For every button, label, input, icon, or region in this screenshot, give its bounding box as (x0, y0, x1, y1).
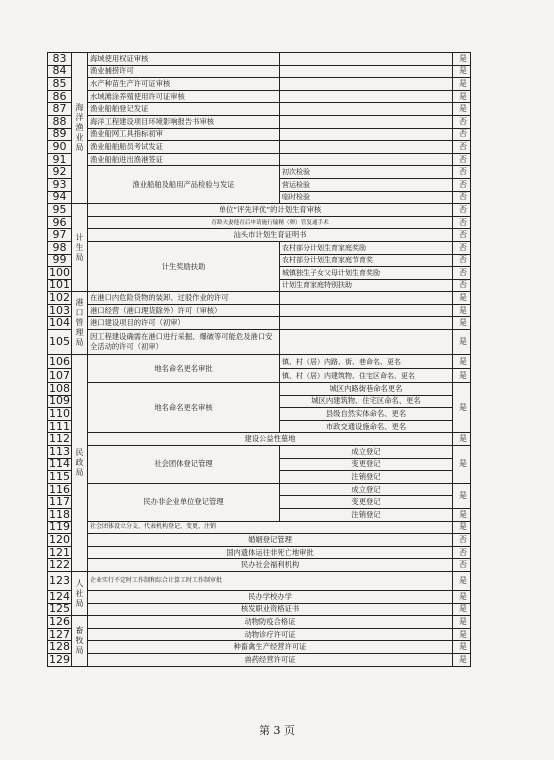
table-row (48, 304, 471, 317)
item-name: 社会团体登记管理 (88, 446, 280, 484)
table-row (48, 534, 471, 547)
item-name: 婚姻登记管理 (88, 534, 453, 547)
sub-item: 变更登记 (280, 458, 453, 471)
sub-item: 注销登记 (280, 509, 453, 522)
flag-cell: 否 (453, 559, 471, 572)
item-name: 建设公益性墓地 (88, 433, 453, 446)
sub-item: 注销登记 (280, 471, 453, 484)
sub-item (280, 141, 453, 154)
row-number: 114 (49, 458, 70, 471)
table-row (48, 446, 471, 459)
item-name: 汕头市计划生育证明书 (88, 229, 453, 242)
flag-cell: 是 (453, 446, 471, 484)
row-number: 95 (48, 204, 72, 217)
item-name: 渔业船舶进出渔港签证 (88, 153, 280, 166)
department-cell: 人社局 (72, 571, 88, 615)
row-number: 122 (49, 558, 70, 572)
sub-item: 成立登记 (280, 446, 453, 459)
flag-cell: 是 (453, 53, 471, 66)
department-cell: 计生局 (72, 204, 88, 292)
flag-cell: 是 (453, 317, 471, 330)
item-name: 动物诊疗许可证 (88, 628, 453, 641)
flag-cell: 是 (453, 521, 471, 534)
flag-cell: 否 (453, 254, 471, 267)
table-row (48, 153, 471, 166)
table-row (48, 521, 471, 534)
row-number: 117 (49, 495, 70, 509)
row-number: 110 (49, 407, 70, 421)
flag-cell: 是 (453, 641, 471, 654)
flag-cell: 是 (453, 103, 471, 116)
row-number: 112 (49, 432, 70, 446)
row-number: 118 (49, 508, 70, 521)
row-number: 108 (49, 382, 70, 395)
sub-item: 农村部分计划生育家庭节育奖 (280, 254, 453, 267)
item-name: 兽药经营许可证 (88, 653, 453, 666)
item-name: 国内遗体运往非死亡地审批 (88, 546, 453, 559)
row-number: 123 (48, 571, 72, 590)
flag-cell: 是 (453, 433, 471, 446)
row-number: 111 (49, 420, 70, 433)
flag-cell: 是 (453, 355, 471, 369)
sub-item: 城区内路街巷命名更名 (280, 383, 453, 396)
row-number: 86 (48, 90, 72, 103)
flag-cell: 是 (453, 369, 471, 383)
item-name: 渔业船舶及船用产品检验与发证 (88, 166, 280, 204)
table-row (48, 103, 471, 116)
row-number: 105 (48, 330, 72, 355)
table-row (48, 229, 471, 242)
table-row (48, 128, 471, 141)
row-number: 94 (48, 191, 72, 204)
row-number: 99 (48, 254, 72, 267)
item-name: 渔业捕捞许可 (88, 65, 280, 78)
row-number: 85 (48, 78, 72, 91)
row-number: 116 (49, 483, 70, 496)
table-row (48, 559, 471, 572)
flag-cell: 否 (453, 279, 471, 292)
sub-item: 镇、村（居）内建筑物、住宅区命名、更名 (280, 369, 453, 383)
flag-cell: 是 (453, 65, 471, 78)
row-number: 128 (49, 640, 70, 654)
table-row (48, 65, 471, 78)
flag-cell: 否 (453, 153, 471, 166)
row-number: 113 (49, 445, 70, 458)
row-number: 92 (48, 166, 72, 179)
sub-item: 县级自然实体命名、更名 (280, 408, 453, 421)
sub-item: 初次检验 (280, 166, 453, 179)
item-name: 种畜禽生产经营许可证 (88, 641, 453, 654)
flag-cell: 否 (453, 115, 471, 128)
department-cell: 民政局 (72, 355, 88, 572)
flag-cell: 否 (453, 241, 471, 254)
flag-cell: 否 (453, 229, 471, 242)
item-name: 计生奖励扶助 (88, 241, 280, 291)
row-number: 89 (48, 128, 72, 141)
flag-cell: 是 (453, 330, 471, 355)
flag-cell: 是 (453, 616, 471, 629)
sub-item: 临时检验 (280, 191, 453, 204)
item-name: 港口建设项目的许可（初审） (88, 317, 280, 330)
item-name: 因工程建设确需在港口进行采掘、爆破等可能危及港口安全活动的许可（初审） (88, 330, 280, 355)
row-number: 98 (48, 241, 72, 254)
table-row (48, 317, 471, 330)
row-number: 129 (49, 653, 70, 666)
row-number: 97 (48, 229, 72, 242)
department-cell: 港口管理局 (72, 292, 88, 355)
sub-item (280, 103, 453, 116)
table-row (48, 590, 471, 603)
approval-items-table (47, 52, 471, 667)
item-name: 水产种苗生产许可证审核 (88, 78, 280, 91)
table-row (48, 166, 471, 179)
table-row (48, 433, 471, 446)
item-name: 港口经营（港口理货除外）许可（审核） (88, 304, 280, 317)
sub-item: 农村部分计划生育家庭奖励 (280, 241, 453, 254)
table-row (48, 78, 471, 91)
row-number: 106 (49, 354, 70, 368)
sub-item: 城区内建筑物、住宅区命名、更名 (280, 395, 453, 408)
row-number: 91 (48, 153, 72, 166)
row-number: 101 (49, 279, 70, 292)
flag-cell: 否 (453, 546, 471, 559)
item-name: 海域使用权证审核 (88, 53, 280, 66)
sub-item: 变更登记 (280, 496, 453, 509)
table-row (48, 141, 471, 154)
table-row (48, 628, 471, 641)
department-cell: 海洋渔业局 (72, 53, 88, 204)
row-number: 102 (49, 291, 70, 305)
table-row (48, 383, 471, 396)
row-number: 103 (49, 304, 70, 317)
flag-cell: 是 (453, 304, 471, 317)
item-name: 企业实行不定时工作制和综合计算工时工作制审批 (88, 571, 453, 590)
row-number: 107 (49, 368, 70, 382)
item-name: 渔业船舶登记发证 (88, 103, 280, 116)
table-row (48, 546, 471, 559)
item-name: 核发职业资格证书 (88, 603, 453, 616)
row-number: 125 (49, 603, 70, 616)
table-row (48, 216, 471, 229)
row-number: 124 (49, 590, 70, 603)
sub-item (280, 317, 453, 330)
flag-cell: 是 (453, 292, 471, 305)
item-name: 民办非企业单位登记管理 (88, 483, 280, 521)
sub-item (280, 90, 453, 103)
page-number: 第 3 页 (259, 724, 295, 737)
table-row (48, 603, 471, 616)
flag-cell: 是 (453, 653, 471, 666)
item-name: 动物防疫合格证 (88, 616, 453, 629)
row-number: 109 (49, 395, 70, 408)
item-name: 渔业船网工具指标初审 (88, 128, 280, 141)
sub-item: 计划生育家庭特别扶助 (280, 279, 453, 292)
sub-item: 镇、村（居）内路、街、巷命名、更名 (280, 355, 453, 369)
table-row (48, 483, 471, 496)
item-name: 社会团体设立分支、代表机构登记、变更、注销 (88, 521, 453, 534)
item-name: 渔业船舶船员考试发证 (88, 141, 280, 154)
flag-cell: 否 (453, 191, 471, 204)
flag-cell: 否 (453, 216, 471, 229)
sub-item (280, 153, 453, 166)
row-number: 100 (49, 266, 70, 279)
flag-cell: 是 (453, 383, 471, 433)
flag-cell: 是 (453, 571, 471, 590)
flag-cell: 是 (453, 603, 471, 616)
row-number: 90 (48, 141, 72, 154)
sub-item: 营运检验 (280, 178, 453, 191)
item-name: 育龄夫妻他育后申请施行输精（卵）管复通手术 (88, 216, 453, 229)
item-name: 地名命名更名审批 (88, 355, 280, 383)
item-name: 地名命名更名审核 (88, 383, 280, 433)
flag-cell: 否 (453, 204, 471, 217)
sub-item: 城镇独生子女父母计划生育奖励 (280, 267, 453, 280)
sub-item (280, 128, 453, 141)
item-name: 在港口内危险货物的装卸、过驳作业的许可 (88, 292, 280, 305)
flag-cell: 是 (453, 90, 471, 103)
item-name: 民办社会福利机构 (88, 559, 453, 572)
row-number: 83 (48, 53, 72, 66)
flag-cell: 是 (453, 628, 471, 641)
row-number: 84 (48, 65, 72, 78)
table-row (48, 616, 471, 629)
row-number: 121 (49, 546, 70, 559)
flag-cell: 否 (453, 534, 471, 547)
table-row (48, 653, 471, 666)
row-number: 88 (48, 115, 72, 128)
flag-cell: 否 (453, 128, 471, 141)
flag-cell: 是 (453, 590, 471, 603)
table-row (48, 204, 471, 217)
sub-item (280, 292, 453, 305)
flag-cell: 否 (453, 141, 471, 154)
flag-cell: 否 (453, 178, 471, 191)
table-row (48, 241, 471, 254)
table-row (48, 90, 471, 103)
item-name: 民办学校办学 (88, 590, 453, 603)
row-number: 104 (49, 316, 70, 330)
sub-item (280, 78, 453, 91)
row-number: 120 (49, 533, 70, 546)
table-row (48, 115, 471, 128)
flag-cell: 否 (453, 166, 471, 179)
row-number: 115 (49, 470, 70, 484)
table-row (48, 571, 471, 590)
row-number: 87 (48, 103, 72, 116)
sub-item (280, 53, 453, 66)
row-number: 96 (48, 216, 72, 229)
item-name: 水域滩涂养殖使用许可证审核 (88, 90, 280, 103)
sub-item: 市政交通设施命名、更名 (280, 420, 453, 433)
table-row (48, 641, 471, 654)
row-number: 127 (49, 628, 70, 641)
table-row (48, 292, 471, 305)
flag-cell: 是 (453, 78, 471, 91)
row-number: 93 (48, 178, 72, 191)
sub-item (280, 304, 453, 317)
row-number: 126 (49, 615, 70, 628)
item-name: 单位“评先评优”的计划生育审核 (88, 204, 453, 217)
sub-item (280, 330, 453, 355)
department-cell: 畜牧局 (72, 616, 88, 666)
sub-item: 成立登记 (280, 483, 453, 496)
sub-item (280, 115, 453, 128)
item-name: 海洋工程建设项目环境影响报告书审核 (88, 115, 280, 128)
sub-item (280, 65, 453, 78)
table-row (48, 53, 471, 66)
row-number: 119 (49, 521, 70, 534)
table-row (48, 330, 471, 355)
flag-cell: 否 (453, 267, 471, 280)
flag-cell: 是 (453, 483, 471, 508)
flag-cell: 是 (453, 509, 471, 522)
table-row (48, 355, 471, 369)
